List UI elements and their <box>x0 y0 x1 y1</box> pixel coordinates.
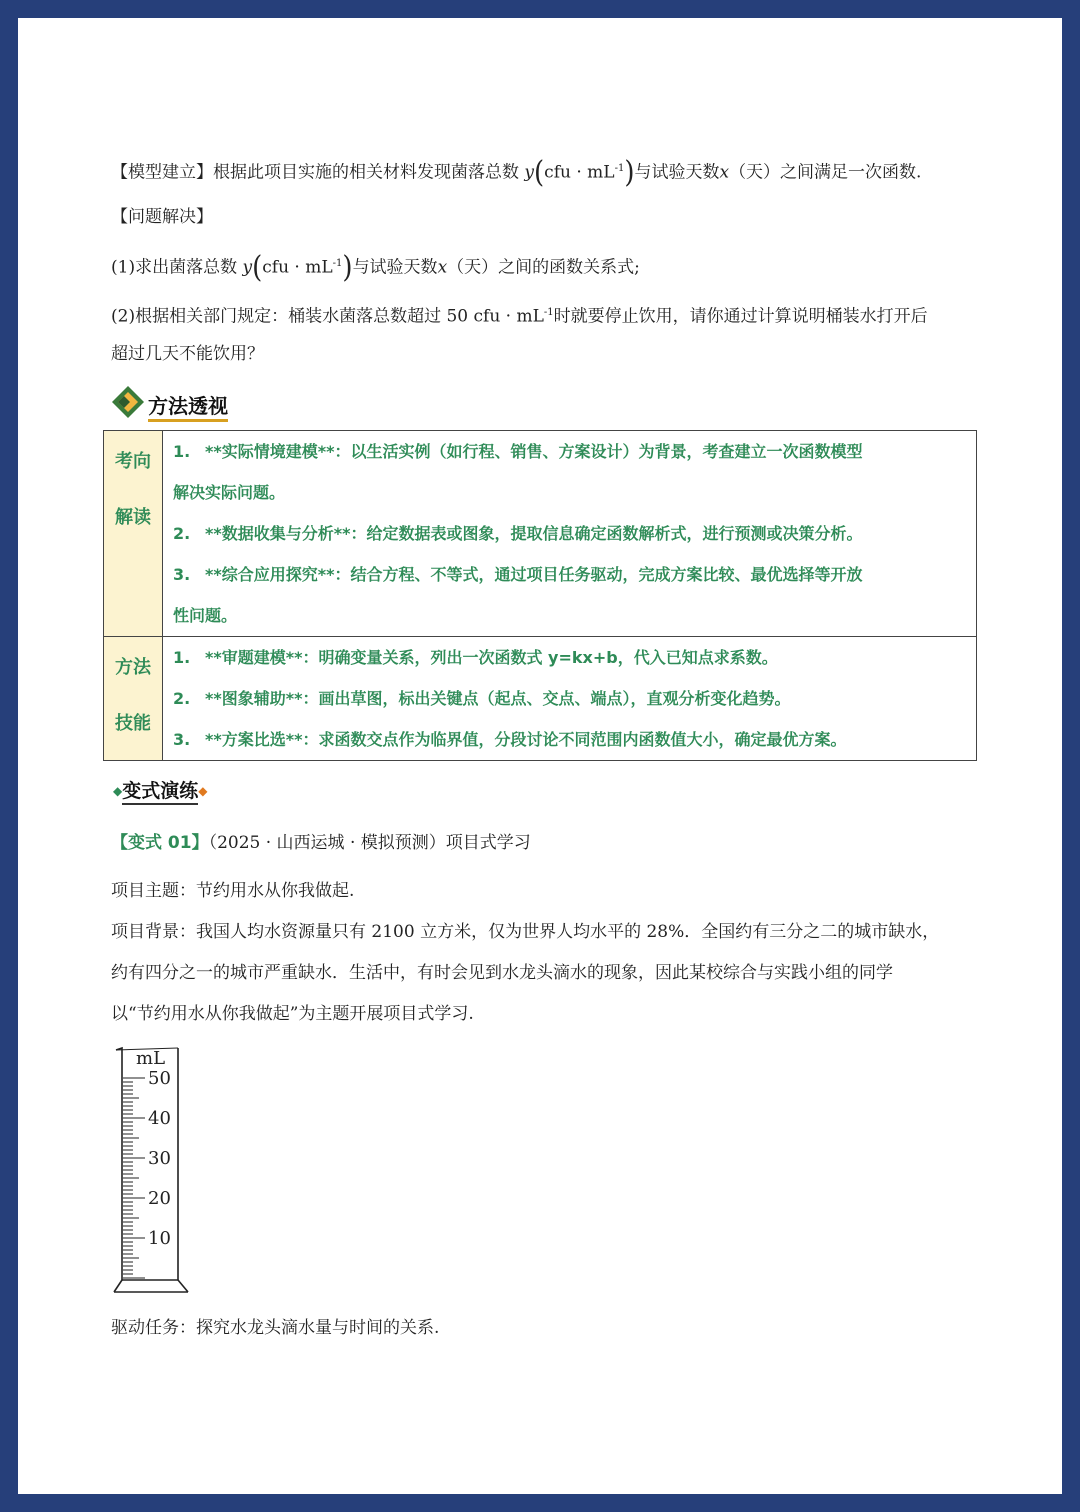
list-item: 2. **图象辅助**：画出草图，标出关键点（起点、交点、端点），直观分析变化趋势。 <box>173 689 791 708</box>
method-section-2 <box>104 637 977 761</box>
variant-header <box>113 776 207 805</box>
q2-unit-exp: -1 <box>543 307 554 318</box>
problem-heading: 【问题解决】 <box>111 207 213 227</box>
project-theme: 项目主题：节约用水从你我做起. <box>111 881 355 901</box>
list-item: 1. **审题建模**：明确变量关系，列出一次函数式 y=kx+b，代入已知点求系数。 <box>173 648 778 667</box>
q2-text-a: (2)根据相关部门规定：桶装水菌落总数超过 50 cfu · mL <box>111 306 544 327</box>
cylinder-mark: 30 <box>148 1148 171 1169</box>
q1-text-b: 与试验天数 <box>352 257 438 278</box>
list-item: 1. **实际情境建模**：以生活实例（如行程、销售、方案设计）为背景，考查建立一次函数模型 <box>173 442 863 461</box>
list-item: 3. **综合应用探究**：结合方程、不等式，通过项目任务驱动，完成方案比较、最优选择等开放 <box>173 565 863 584</box>
project-background-line-1: 项目背景：我国人均水资源量只有 2100 立方米，仅为世界人均水平的 28%．全国约有三分之二的城市缺水， <box>111 922 940 942</box>
left-diamond-icon: ◆ <box>113 783 123 798</box>
model-text-b: 与试验天数 <box>634 162 720 183</box>
method-title: 方法透视 <box>148 390 228 422</box>
cylinder-unit: mL <box>136 1048 166 1069</box>
section-1-content <box>163 431 977 637</box>
variant-label-line <box>111 832 531 854</box>
section-2-content <box>163 637 977 761</box>
project-background-line-2: 约有四分之一的城市严重缺水．生活中，有时会见到水龙头滴水的现象，因此某校综合与实践小组的同学 <box>111 963 893 983</box>
document-page <box>18 18 1062 1494</box>
section-2-label: 方法 技能 <box>104 637 163 761</box>
question-2-line-1 <box>111 302 928 328</box>
list-item-continuation: 性问题。 <box>173 606 238 625</box>
diamond-icon <box>110 384 150 420</box>
project-background-line-3: 以“节约用水从你我做起”为主题开展项目式学习. <box>111 1004 474 1024</box>
right-diamond-icon: ◆ <box>198 783 208 798</box>
cylinder-mark: 50 <box>148 1068 171 1089</box>
model-heading: 【模型建立】 <box>111 162 213 183</box>
model-text-c: （天）之间满足一次函数. <box>729 162 922 183</box>
section-1-label: 考向 解读 <box>104 431 163 637</box>
variant-source: （2025 · 山西运城 · 模拟预测）项目式学习 <box>208 833 531 853</box>
q1-text-c: （天）之间的函数关系式; <box>447 257 640 278</box>
cylinder-mark: 40 <box>148 1108 171 1129</box>
q1-unit: cfu · mL <box>262 257 333 278</box>
unit-exp: -1 <box>614 163 625 174</box>
driving-task: 驱动任务：探究水龙头滴水量与时间的关系. <box>111 1318 440 1338</box>
list-item-continuation: 解决实际问题。 <box>173 483 286 502</box>
question-1: (1)求出菌落总数 $y(cfu \cdot mL^{-1})$与试验天数x（天）之间的函数关系式; <box>111 250 640 285</box>
variant-label: 【变式 01】 <box>111 833 209 853</box>
variant-title: 变式演练 <box>122 776 198 805</box>
cylinder-mark: 20 <box>148 1188 171 1209</box>
model-paragraph: 【模型建立】根据此项目实施的相关材料发现菌落总数 $y(cfu \cdot mL^{-1})$与试验天数x（天）之间满足一次函数. <box>111 155 922 190</box>
model-text-a: 根据此项目实施的相关材料发现菌落总数 <box>213 162 519 183</box>
q2-text-b: 时就要停止饮用，请你通过计算说明桶装水打开后 <box>553 306 928 327</box>
cylinder-mark: 10 <box>148 1228 171 1249</box>
graduated-cylinder-figure <box>110 1044 200 1298</box>
method-table <box>103 430 977 761</box>
var-y: y <box>524 162 535 183</box>
unit: cfu · mL <box>544 162 615 183</box>
list-item: 2. **数据收集与分析**：给定数据表或图象，提取信息确定函数解析式，进行预测或决策分析。 <box>173 524 863 543</box>
q1-unit-exp: -1 <box>332 258 343 269</box>
list-item: 3. **方案比选**：求函数交点作为临界值，分段讨论不同范围内函数值大小，确定最优方案。 <box>173 730 847 749</box>
q1-var-y: y <box>242 257 253 278</box>
var-x: x <box>719 162 730 183</box>
method-header <box>110 382 228 422</box>
q1-text-a: (1)求出菌落总数 <box>111 257 238 278</box>
method-section-1 <box>104 431 977 637</box>
q1-var-x: x <box>437 257 448 278</box>
question-2-line-2: 超过几天不能饮用？ <box>111 344 264 364</box>
